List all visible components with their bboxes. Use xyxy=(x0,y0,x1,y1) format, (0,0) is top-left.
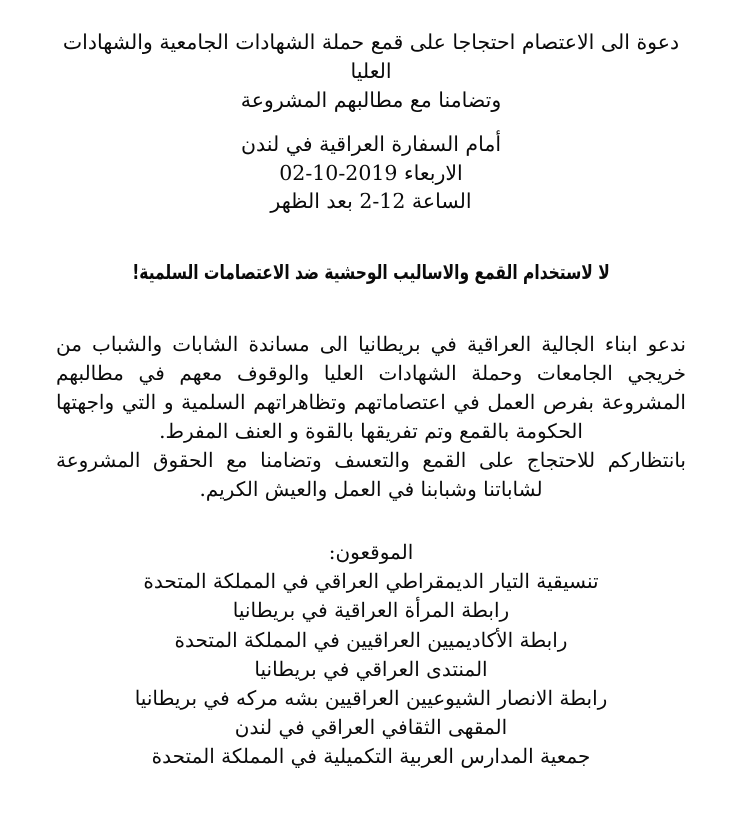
signatory-organization: رابطة الأكاديميين العراقيين في المملكة المتحدة xyxy=(174,627,568,652)
slogan-headline: لا لاستخدام القمع والاساليب الوحشية ضد الاعتصامات السلمية! xyxy=(132,260,610,284)
event-details xyxy=(56,130,686,216)
signatories-block xyxy=(56,538,686,772)
title-line-1: دعوة الى الاعتصام احتجاجا على قمع حملة الشهادات الجامعية والشهادات العليا xyxy=(62,30,680,83)
title-line-2: وتضامنا مع مطالبهم المشروعة xyxy=(240,88,502,112)
signatory-organization: رابطة المرأة العراقية في بريطانيا xyxy=(232,598,510,623)
body-text xyxy=(56,330,686,504)
signatory-organization: المقهى الثقافي العراقي في لندن xyxy=(234,715,508,740)
signatory-organization: رابطة الانصار الشيوعيين العراقيين بشه مركه في بريطانيا xyxy=(134,686,608,711)
document-title xyxy=(56,28,686,115)
signatory-organization: المنتدى العراقي في بريطانيا xyxy=(254,656,488,681)
body-paragraph-2: بانتظاركم للاحتجاج على القمع والتعسف وتضامنا مع الحقوق المشروعة لشاباتنا وشبابنا في العمل والعيش الكريم. xyxy=(56,448,686,501)
signatory-organization: تنسيقية التيار الديمقراطي العراقي في المملكة المتحدة xyxy=(143,569,599,594)
event-location: أمام السفارة العراقية في لندن xyxy=(240,132,502,156)
event-time: الساعة 12-2 بعد الظهر xyxy=(270,189,472,213)
signatory-organization: جمعية المدارس العربية التكميلية في المملكة المتحدة xyxy=(151,744,591,769)
signatories-heading: الموقعون: xyxy=(328,540,414,564)
event-date: الاربعاء 2019-10-02 xyxy=(279,160,463,185)
body-paragraph-1: ندعو ابناء الجالية العراقية في بريطانيا الى مساندة الشابات والشباب من خريجي الجامعات وحملة الشهادات العليا والوقوف معهم في مطالبهم المشروعة بفرص العمل في اعتصاماتهم وتظاهراتهم السلمية و التي واجهتها الحكومة بالقمع وتم تفريقها بالقوة و العنف المفرط. xyxy=(56,332,686,443)
